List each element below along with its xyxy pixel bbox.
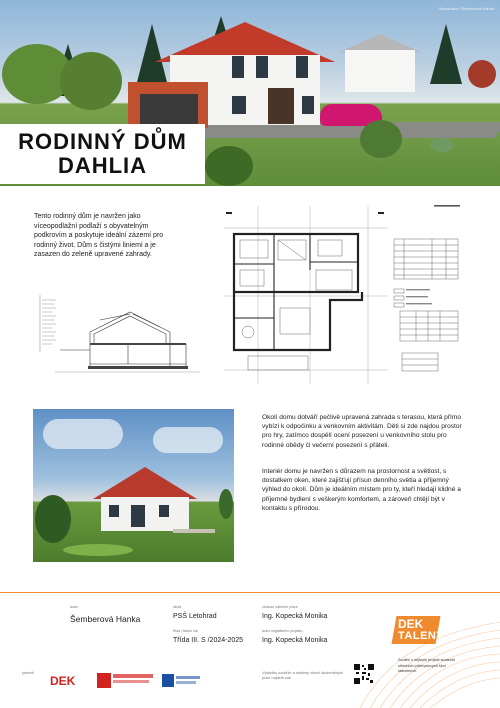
title-line-1: RODINNÝ DŮM — [18, 129, 187, 154]
window — [109, 505, 119, 517]
window — [232, 96, 246, 114]
partner-text-bar — [176, 676, 200, 679]
partners-label: partneři — [22, 671, 34, 675]
brand-talent: TALENT — [398, 630, 444, 642]
partner-text-bar — [113, 680, 149, 683]
school-label: škola — [173, 605, 182, 609]
partner-mark — [97, 673, 111, 688]
brand-caption: Soutěž o nejlepší projekt studentů středních průmyslových škol stavebních — [398, 658, 456, 673]
window — [131, 505, 145, 527]
tree-crown — [468, 60, 496, 88]
entrance-door — [268, 88, 294, 124]
intro-text: Tento rodinný dům je navržen jako víceopodlažní podlaží s obyvatelným podkrovím a poskytuje ideální zázemí pro rodinný život. Dům s čistými liniemi a je zasazen do zeleně upravené zahrady. — [34, 213, 164, 258]
shrub — [430, 138, 454, 152]
text-interior: Interiér domu je navržen s důrazem na prostornost a světlost, s dostatkem oken, které zajišťují přísun denního světla a příjemný výhled do okolí. Dům je ideálním místem pro ty, kteří hledají klidné a příjemné bydlení s veškerým komfortem, a zároveň chtějí být v kontaktu s přírodou. — [262, 468, 461, 512]
shrub — [360, 120, 402, 158]
cloud — [153, 427, 223, 453]
class-value: Třída III. S /2024-2025 — [173, 637, 244, 644]
window — [302, 96, 314, 114]
teacher-name: Ing. Kopecká Monika — [262, 613, 328, 620]
partner-text-bar — [113, 674, 153, 678]
qr-code[interactable] — [354, 664, 374, 684]
shrub — [219, 489, 233, 519]
conifer-tree — [430, 24, 462, 84]
author-name: Šemberová Hanka — [70, 614, 141, 624]
partner-mark — [162, 674, 174, 687]
tree-crown — [60, 52, 122, 110]
photo-roof — [93, 467, 197, 499]
partner-logo-red — [97, 673, 153, 688]
dek-partner-logo: DEK — [50, 674, 76, 688]
window — [232, 56, 244, 78]
window — [256, 56, 268, 78]
dek-talent-logo — [394, 613, 462, 647]
window — [159, 505, 169, 517]
garden-table — [173, 529, 215, 533]
qr-caption: Výsledky soutěže a náhledy všech studentských prací najdete zde — [262, 671, 344, 680]
title-box — [0, 124, 205, 184]
consultant-name: Ing. Kopecká Monika — [262, 637, 328, 644]
cloud — [43, 419, 123, 449]
teacher-label: vedoucí odborné práce — [262, 605, 298, 609]
lawn — [63, 544, 133, 556]
shrub — [35, 495, 71, 543]
text-garden: Okolí domu dotváří pečlivě upravená zahrada s terasou, která přímo vybízí k odpočinku a venkovním aktivitám. Děti si zde najdou prostor pro hry, zatímco dospělí ocení posezení u venkovního stolu pro rodinné obědy či večerní posezení s přáteli. — [262, 414, 462, 449]
partner-text-bar — [176, 681, 196, 684]
partner-logo-blue — [162, 674, 202, 688]
floor-plan — [218, 200, 393, 390]
consultant-label: autor originálního projektu — [262, 629, 303, 633]
brand-dek: DEK — [398, 617, 424, 631]
shrub — [205, 146, 253, 186]
garage-door — [140, 94, 198, 124]
author-label: autor — [70, 605, 78, 609]
title-line-2: DAHLIA — [57, 153, 148, 178]
decorative-swirl — [350, 592, 500, 708]
window — [296, 56, 308, 78]
far-house — [345, 50, 415, 92]
house-photo — [33, 409, 234, 562]
school-name: PSŠ Letohrad — [173, 613, 217, 620]
legend-tables — [392, 203, 474, 375]
class-label: třída / školní rok — [173, 629, 198, 633]
visualization-credit: Vizualizace: Šemberová Hanka — [438, 6, 494, 11]
section-drawing — [30, 292, 210, 392]
